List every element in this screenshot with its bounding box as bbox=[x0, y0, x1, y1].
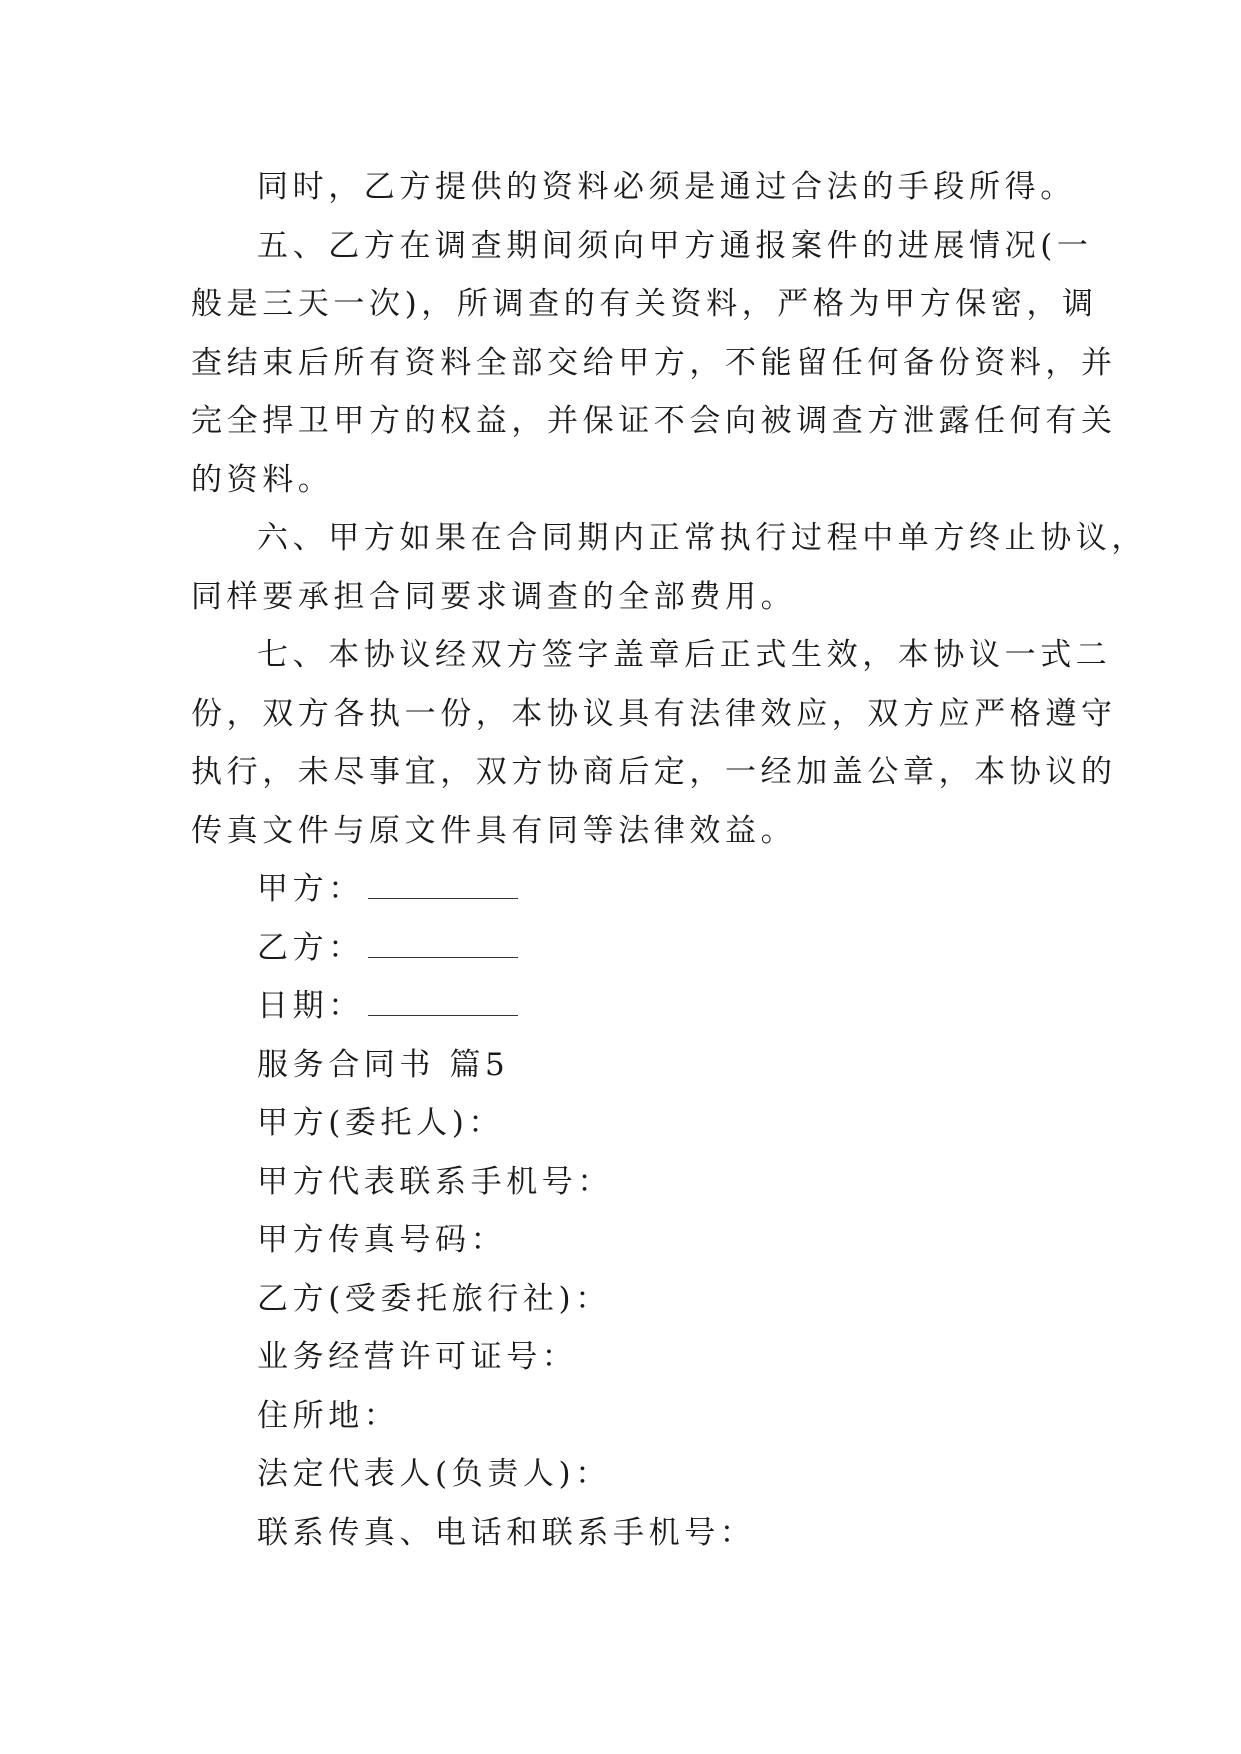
date-label: 日期： bbox=[257, 988, 364, 1024]
party-b-label: 乙方： bbox=[257, 929, 364, 966]
party-b-signature bbox=[191, 919, 1051, 978]
field-label: 乙方(受委托旅行社)： bbox=[257, 1280, 611, 1317]
paragraph-line: 五、乙方在调查期间须向甲方通报案件的进展情况(一 bbox=[257, 227, 1093, 264]
field-label: 法定代表人(负责人)： bbox=[257, 1456, 611, 1492]
paragraph-line: 六、甲方如果在合同期内正常执行过程中单方终止协议， bbox=[257, 520, 1147, 556]
field-label: 甲方代表联系手机号： bbox=[257, 1163, 613, 1200]
signature-block bbox=[191, 860, 1051, 1036]
paragraph-line: 执行，未尽事宜，双方协商后定，一经加盖公章，本协议的 bbox=[191, 754, 1117, 790]
clause-5 bbox=[191, 217, 1117, 510]
paragraph-line: 的资料。 bbox=[191, 461, 334, 498]
party-a-label: 甲方： bbox=[257, 871, 364, 907]
paragraph-line: 传真文件与原文件具有同等法律效益。 bbox=[191, 812, 797, 849]
field-label: 业务经营许可证号： bbox=[257, 1339, 578, 1375]
paragraph-line: 同样要承担合同要求调查的全部费用。 bbox=[191, 578, 797, 615]
field-label: 甲方(委托人)： bbox=[257, 1105, 504, 1141]
paragraph-line: 完全捍卫甲方的权益，并保证不会向被调查方泄露任何有关 bbox=[191, 403, 1117, 439]
paragraph-line: 般是三天一次)，所调查的有关资料，严格为甲方保密，调 bbox=[191, 286, 1098, 322]
contract-fields bbox=[191, 1094, 1051, 1562]
paragraph-line: 同时，乙方提供的资料必须是通过合法的手段所得。 bbox=[257, 169, 1076, 205]
document-page bbox=[191, 158, 1147, 1562]
clause-6 bbox=[191, 509, 1147, 626]
field-label: 甲方传真号码： bbox=[257, 1222, 507, 1258]
field-label: 住所地： bbox=[257, 1397, 400, 1434]
paragraph-line: 份，双方各执一份，本协议具有法律效应，双方应严格遵守 bbox=[191, 695, 1117, 732]
section-title: 服务合同书 篇5 bbox=[257, 1046, 510, 1083]
date-signature bbox=[191, 977, 1051, 1036]
clause-7 bbox=[191, 626, 1117, 860]
party-a-signature bbox=[191, 860, 1051, 919]
date-blank bbox=[368, 989, 518, 1016]
paragraph-line: 查结束后所有资料全部交给甲方，不能留任何备份资料，并 bbox=[191, 344, 1117, 381]
paragraph-line: 七、本协议经双方签字盖章后正式生效，本协议一式二 bbox=[257, 637, 1112, 673]
party-a-blank bbox=[368, 872, 518, 899]
field-label: 联系传真、电话和联系手机号： bbox=[257, 1514, 756, 1551]
party-b-blank bbox=[368, 931, 518, 958]
